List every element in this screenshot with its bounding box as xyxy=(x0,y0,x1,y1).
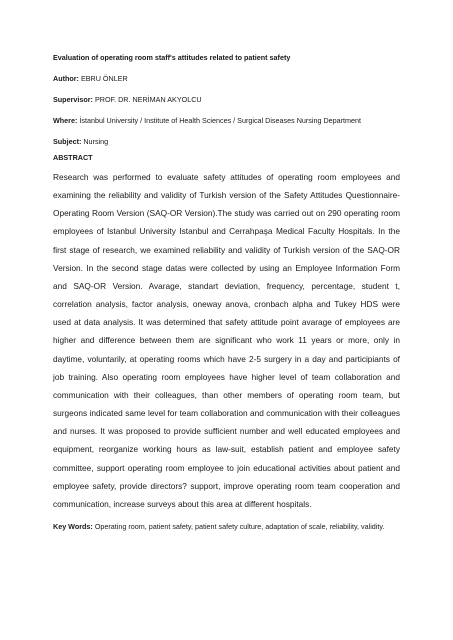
where-line xyxy=(53,116,361,125)
subject-label: Subject: xyxy=(53,137,82,146)
keywords-value: Operating room, patient safety, patient safety culture, adaptation of scale, reliability, validity. xyxy=(94,522,385,531)
supervisor-label: Supervisor: xyxy=(53,95,93,104)
subject-line xyxy=(53,137,108,146)
abstract-heading: ABSTRACT xyxy=(53,153,93,162)
author-line xyxy=(53,74,128,83)
author-label: Author: xyxy=(53,74,79,83)
supervisor-line xyxy=(53,95,202,104)
where-label: Where: xyxy=(53,116,78,125)
keywords-line xyxy=(53,521,400,533)
subject-value: Nursing xyxy=(83,137,109,146)
keywords-label: Key Words: xyxy=(53,522,93,531)
supervisor-value: PROF. DR. NERİMAN AKYOLCU xyxy=(94,95,202,104)
abstract-paragraph: Research was performed to evaluate safety attitudes of operating room employees and examining the reliability and validity of Turkish version of the Safety Attitudes Questionnaire-Operating Room Version (SAQ-OR Version).The study was carried out on 290 operating room employees of Istanbul University Istanbul and Cerrahpaşa Medical Faculty Hospitals. In the first stage of research, we examined reliability and validity of Turkish version of the SAQ-OR Version. In the second stage datas were collected by using an Employee Information Form and SAQ-OR Version. Avarage, standart deviation, frequency, percentage, student t, correlation analysis, factor analysis, oneway anova, cronbach alpha and Tukey HDS were used at data analysis. It was determined that safety attitude point avarage of employees are higher and difference between them are significant who work 11 years or more, only in daytime, voluntarily, at operating rooms which have 2-5 surgery in a day and participiants of job training. Also operating room employees have higher level of team collaboration and communication with their colleagues, than other members of operating room team, but surgeons indicated same level for team collaboration and communication with their colleagues and nurses. It was proposed to provide sufficient number and well educated employees and equipment, reorganize working hours as law-suit, establish patient and employee safety committee, support operating room employee to join educational activities about patient and employee safety, provide directors? support, improve operating room team cooperation and communication, increase surveys about this area at different hospitals. xyxy=(53,172,400,509)
thesis-title: Evaluation of operating room staff's attitudes related to patient safety xyxy=(53,53,291,62)
author-value: EBRU ÖNLER xyxy=(80,74,128,83)
where-value: İstanbul University / Institute of Health Sciences / Surgical Diseases Nursing Department xyxy=(79,116,362,125)
